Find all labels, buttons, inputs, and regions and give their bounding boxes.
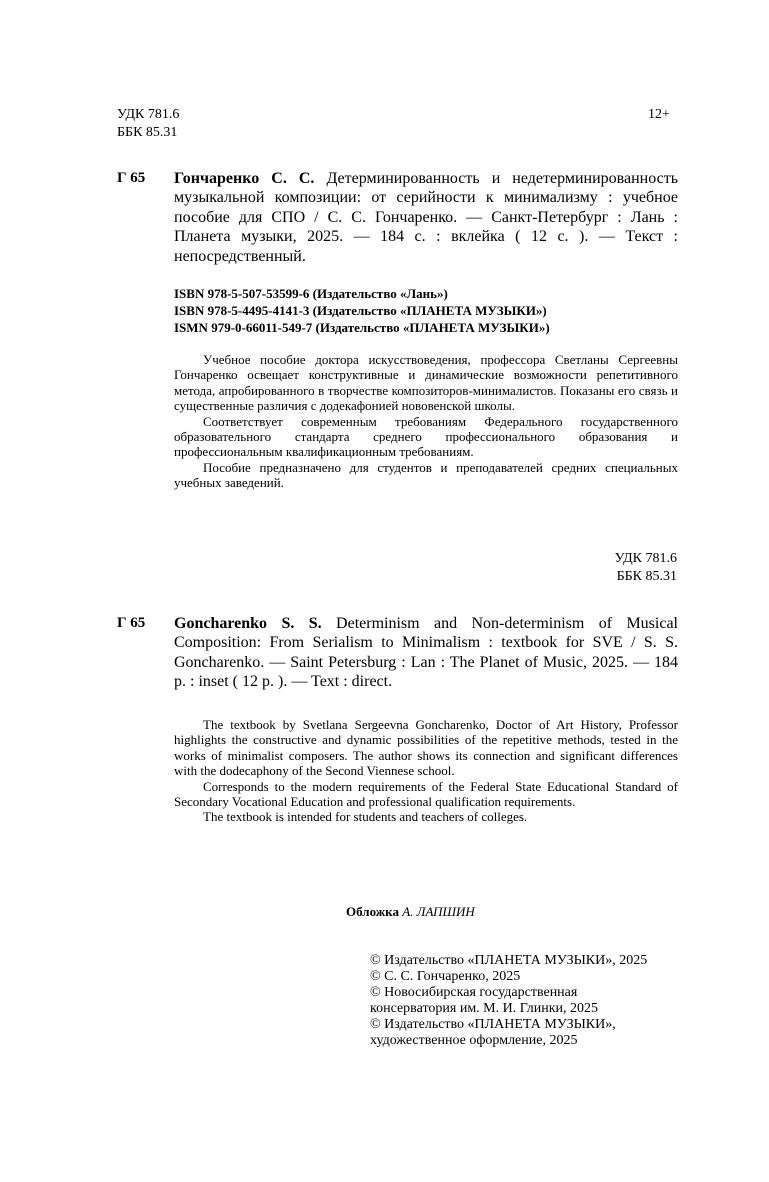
abstract-en-p1: The textbook by Svetlana Sergeevna Goncharenko, Doctor of Art History, Professor highlights the constructive and dynamic possibilities of the repetitive methods, tested in the works of minimalist composers. The author shows its connection and significant differences with the dodecaphony of the Second Viennese school.	[174, 717, 678, 779]
udk-code: УДК 781.6	[117, 107, 180, 122]
isbn-list	[174, 285, 550, 336]
udk-bbk-block-ru	[117, 106, 179, 142]
isbn-lan: ISBN 978-5-507-53599-6 (Издательство «Лань»)	[174, 286, 448, 301]
ismn-planeta: ISMN 979-0-66011-549-7 (Издательство «ПЛАНЕТА МУЗЫКИ»)	[174, 320, 550, 335]
abstract-en-p3: The textbook is intended for students and teachers of colleges.	[203, 809, 528, 825]
abstract-en	[174, 717, 678, 825]
abstract-ru-p1: Учебное пособие доктора искусствоведения, профессора Светланы Сергеевны Гончаренко освещает конструктивные и динамические возможности репетитивного метода, апробированного в творчестве композиторов-минималистов. Показаны его связь и существенные различия с додекафонией нововенской школы.	[174, 352, 678, 414]
abstract-ru-p2: Соответствует современным требованиям Федерального государственного образовательного стандарта среднего профессионального образования и профессиональным квалификационным требованиям.	[174, 413, 678, 460]
author-name-ru: Гончаренко С. С.	[174, 170, 327, 187]
copyright-block	[370, 953, 680, 1049]
abstract-ru	[174, 352, 678, 491]
copyright-conservatory: © Новосибирская государственная консерватория им. М. И. Глинки, 2025	[370, 985, 599, 1016]
isbn-planeta: ISBN 978-5-4495-4141-3 (Издательство «ПЛАНЕТА МУЗЫКИ»)	[174, 303, 547, 318]
cover-designer: А. ЛАПШИН	[402, 904, 475, 919]
udk-code-en: УДК 781.6	[614, 551, 677, 566]
author-index-en: Г 65	[117, 615, 146, 631]
cover-label: Обложка	[346, 904, 403, 919]
cover-credit	[346, 904, 475, 920]
abstract-ru-p3: Пособие предназначено для студентов и преподавателей средних специальных учебных заведений.	[174, 459, 678, 491]
copyright-author: © С. С. Гончаренко, 2025	[370, 969, 521, 984]
author-name-en: Goncharenko S. S.	[174, 615, 337, 632]
entry-text-ru: Детерминированность и недетерминированность музыкальной композиции: от серийности к минимализму : учебное пособие для СПО / С. С. Гончаренко. — Санкт-Петербург : Лань : Планета музыки, 2025. — 184 с. : вклейка ( 12 с. ). — Текст : непосредственный.	[174, 170, 679, 265]
bibliographic-entry-en	[174, 614, 678, 692]
copyright-publisher: © Издательство «ПЛАНЕТА МУЗЫКИ», 2025	[370, 953, 648, 968]
age-rating: 12+	[648, 107, 670, 122]
bbk-code-en: ББК 85.31	[616, 569, 677, 584]
abstract-en-p2: Corresponds to the modern requirements of the Federal State Educational Standard of Secondary Vocational Education and professional qualification requirements.	[174, 778, 678, 810]
udk-bbk-block-en	[600, 550, 677, 586]
bbk-code: ББК 85.31	[117, 125, 178, 140]
copyright-design: © Издательство «ПЛАНЕТА МУЗЫКИ», художественное оформление, 2025	[370, 1017, 616, 1048]
author-index-ru: Г 65	[117, 170, 146, 186]
entry-text-en: Determinism and Non-determinism of Musical Composition: From Serialism to Minimalism : textbook for SVE / S. S. Goncharenko. — Saint Petersburg : Lan : The Planet of Music, 2025. — 184 p. : inset ( 12 p. ). — Text : direct.	[174, 615, 678, 691]
bibliographic-entry-ru	[174, 169, 678, 266]
